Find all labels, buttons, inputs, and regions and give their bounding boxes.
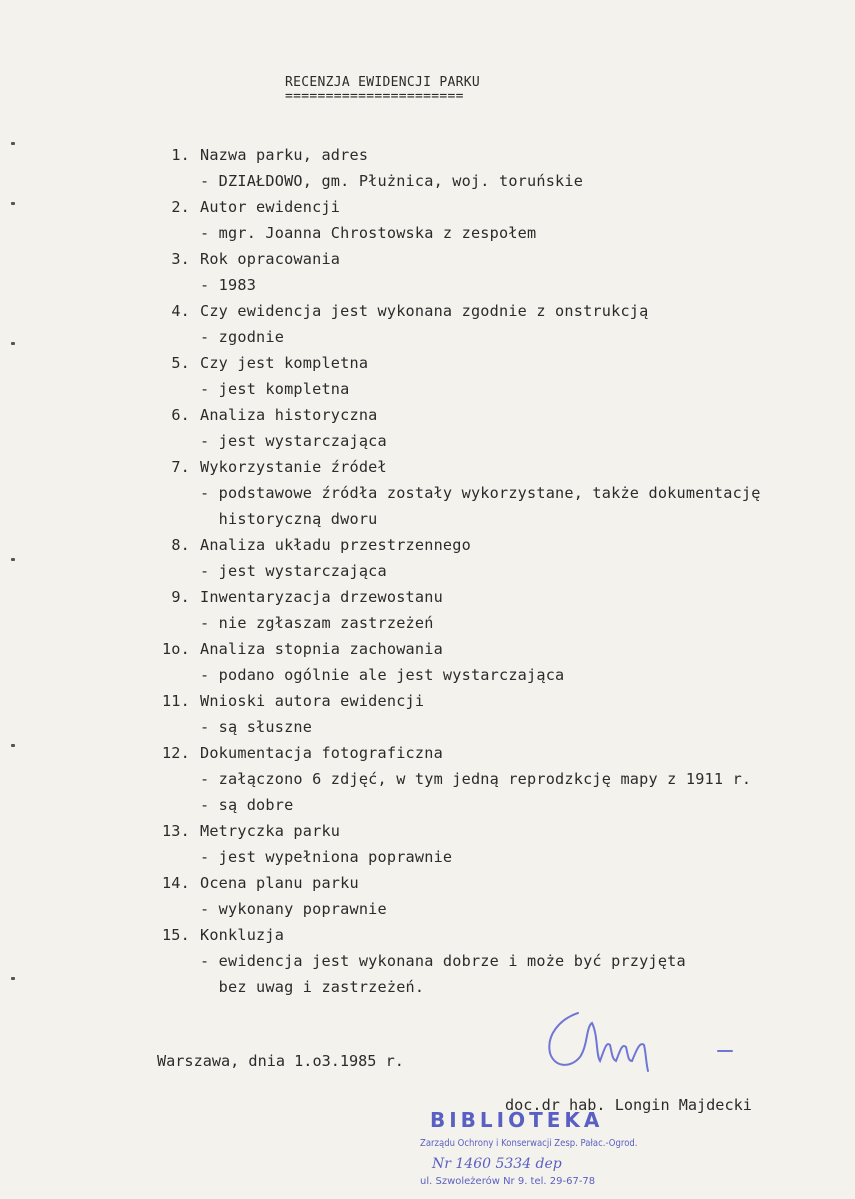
item-answer: - mgr. Joanna Chrostowska z zespołem — [200, 224, 537, 242]
stamp-title: BIBLIOTEKA — [430, 1108, 604, 1132]
item-number: 6. — [171, 406, 190, 424]
item-label: Analiza stopnia zachowania — [200, 640, 443, 658]
item-answer: historyczną dworu — [200, 510, 378, 528]
item-answer: - jest wypełniona poprawnie — [200, 848, 453, 866]
stamp-address: ul. Szwoleżerów Nr 9. tel. 29-67-78 — [420, 1176, 596, 1187]
item-number: 8. — [171, 536, 190, 554]
item-label: Autor ewidencji — [200, 198, 341, 216]
item-answer: - podstawowe źródła zostały wykorzystane, także dokumentację — [200, 484, 761, 502]
item-number: 7. — [171, 458, 190, 476]
item-answer: - są dobre — [200, 796, 294, 814]
document-title: RECENZJA EWIDENCJI PARKU — [285, 75, 481, 90]
item-answer: - są słuszne — [200, 718, 313, 736]
item-answer: - zgodnie — [200, 328, 285, 346]
item-number: 14. — [161, 874, 190, 892]
item-number: 4. — [171, 302, 190, 320]
item-number: 12. — [161, 744, 190, 762]
punch-mark — [11, 744, 15, 747]
item-number: 13. — [161, 822, 190, 840]
item-number: 15. — [161, 926, 190, 944]
stamp-institution: Zarządu Ochrony i Konserwacji Zesp. Pałac.-Ogrod. — [420, 1138, 638, 1149]
punch-mark — [11, 558, 15, 561]
item-label: Analiza historyczna — [200, 406, 378, 424]
item-answer: - jest kompletna — [200, 380, 350, 398]
item-number: 2. — [171, 198, 190, 216]
item-label: Nazwa parku, adres — [200, 146, 369, 164]
item-label: Ocena planu parku — [200, 874, 359, 892]
item-label: Wykorzystanie źródeł — [200, 458, 387, 476]
stamp-number: Nr 1460 5334 dep — [432, 1156, 562, 1172]
punch-mark — [11, 342, 15, 345]
punch-mark — [11, 142, 15, 145]
item-answer: - nie zgłaszam zastrzeżeń — [200, 614, 434, 632]
item-label: Analiza układu przestrzennego — [200, 536, 471, 554]
item-answer: - wykonany poprawnie — [200, 900, 387, 918]
item-number: 5. — [171, 354, 190, 372]
signature-image — [540, 1005, 750, 1080]
item-label: Rok opracowania — [200, 250, 341, 268]
item-label: Konkluzja — [200, 926, 285, 944]
item-number: 1. — [171, 146, 190, 164]
item-answer: - 1983 — [200, 276, 257, 294]
item-answer: - podano ogólnie ale jest wystarczająca — [200, 666, 565, 684]
item-label: Czy ewidencja jest wykonana zgodnie z onstrukcją — [200, 302, 649, 320]
author-name: doc.dr hab. Longin Majdecki — [505, 1096, 752, 1114]
item-label: Czy jest kompletna — [200, 354, 369, 372]
item-answer: - DZIAŁDOWO, gm. Płużnica, woj. toruńskie — [200, 172, 584, 190]
item-number: 1o. — [161, 640, 190, 658]
item-label: Inwentaryzacja drzewostanu — [200, 588, 443, 606]
place-and-date: Warszawa, dnia 1.o3.1985 r. — [157, 1052, 404, 1070]
item-answer: bez uwag i zastrzeżeń. — [200, 978, 425, 996]
item-label: Wnioski autora ewidencji — [200, 692, 425, 710]
item-number: 3. — [171, 250, 190, 268]
item-label: Dokumentacja fotograficzna — [200, 744, 443, 762]
item-answer: - jest wystarczająca — [200, 432, 387, 450]
title-underline: ====================== — [285, 89, 464, 104]
item-label: Metryczka parku — [200, 822, 341, 840]
item-number: 11. — [161, 692, 190, 710]
punch-mark — [11, 202, 15, 205]
item-answer: - jest wystarczająca — [200, 562, 387, 580]
item-number: 9. — [171, 588, 190, 606]
item-answer: - ewidencja jest wykonana dobrze i może być przyjęta — [200, 952, 686, 970]
punch-mark — [11, 977, 15, 980]
item-answer: - załączono 6 zdjęć, w tym jedną reprodzkcję mapy z 1911 r. — [200, 770, 752, 788]
